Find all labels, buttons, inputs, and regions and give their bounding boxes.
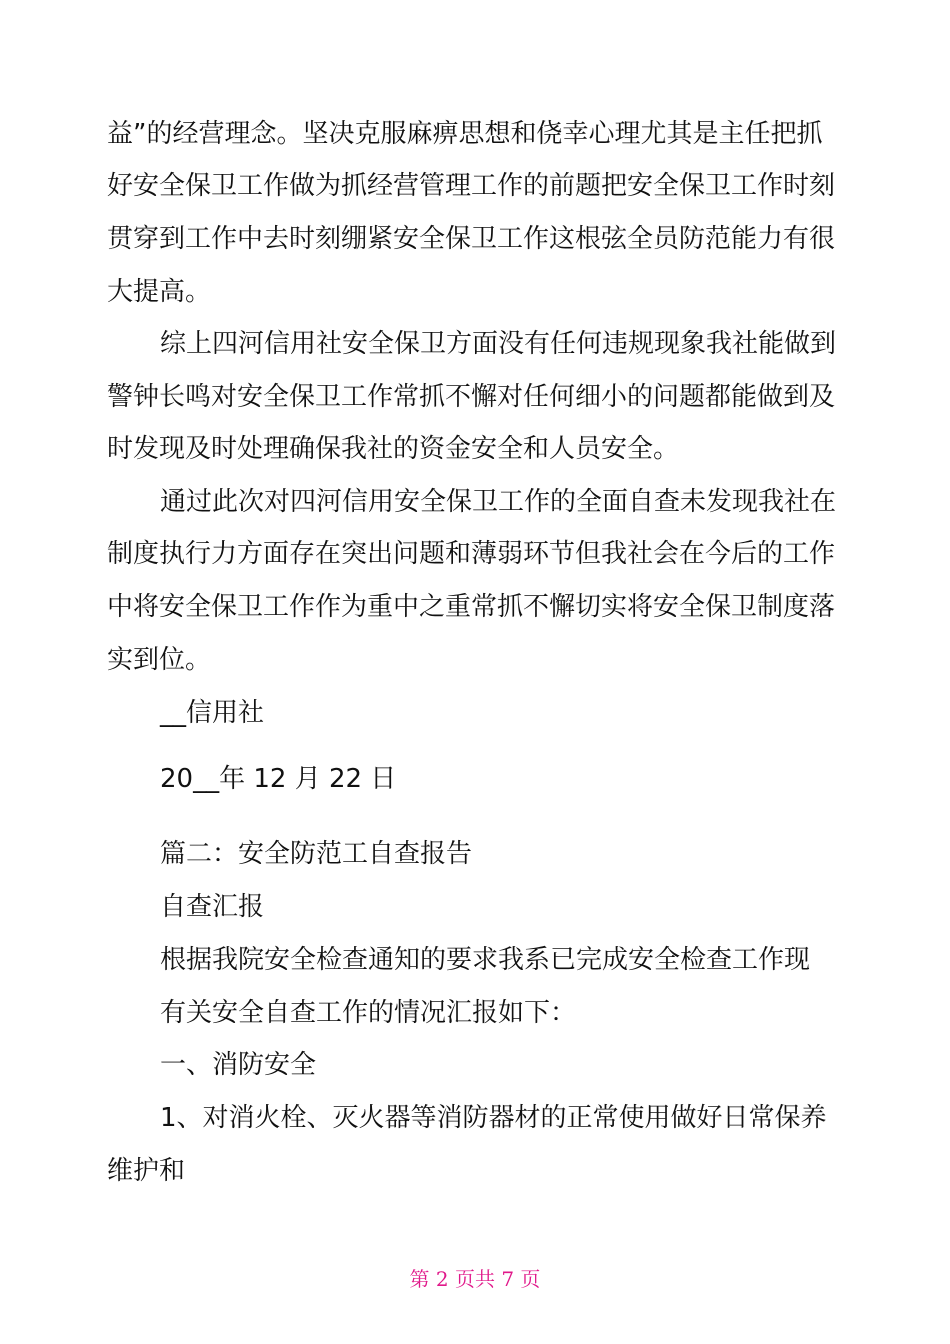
body-line: 益”的经营理念。坚决克服麻痹思想和侥幸心理尤其是主任把抓 [107, 119, 823, 149]
body-line: 有关安全自查工作的情况汇报如下： [160, 998, 577, 1028]
body-line: 制度执行力方面存在突出问题和薄弱环节但我社会在今后的工作 [107, 539, 836, 569]
body-line: 通过此次对四河信用安全保卫工作的全面自查未发现我社在 [160, 487, 837, 517]
body-line: 中将安全保卫工作作为重中之重常抓不懈切实将安全保卫制度落 [107, 592, 836, 622]
signature-date: 20__年 12 月 22 日 [160, 764, 397, 794]
body-line: 实到位。 [107, 645, 212, 675]
body-line: 警钟长鸣对安全保卫工作常抓不懈对任何细小的问题都能做到及 [107, 382, 836, 412]
body-line: 根据我院安全检查通知的要求我系已完成安全检查工作现 [160, 945, 811, 975]
body-line: 大提高。 [107, 277, 212, 307]
page-footer: 第 2 页共 7 页 [409, 1267, 541, 1291]
list-item: 1、对消火栓、灭火器等消防器材的正常使用做好日常保养 [160, 1103, 827, 1133]
signature-org: __信用社 [160, 698, 265, 728]
body-line: 贯穿到工作中去时刻绷紧安全保卫工作这根弦全员防范能力有很 [107, 224, 836, 254]
section-subheading: 自查汇报 [160, 892, 265, 922]
section-heading: 篇二：安全防范工自查报告 [160, 839, 473, 869]
body-line: 时发现及时处理确保我社的资金安全和人员安全。 [107, 434, 680, 464]
body-line: 综上四河信用社安全保卫方面没有任何违规现象我社能做到 [160, 329, 837, 359]
body-line: 维护和 [107, 1156, 186, 1186]
list-heading: 一、消防安全 [160, 1050, 317, 1080]
body-line: 好安全保卫工作做为抓经营管理工作的前题把安全保卫工作时刻 [107, 171, 836, 201]
